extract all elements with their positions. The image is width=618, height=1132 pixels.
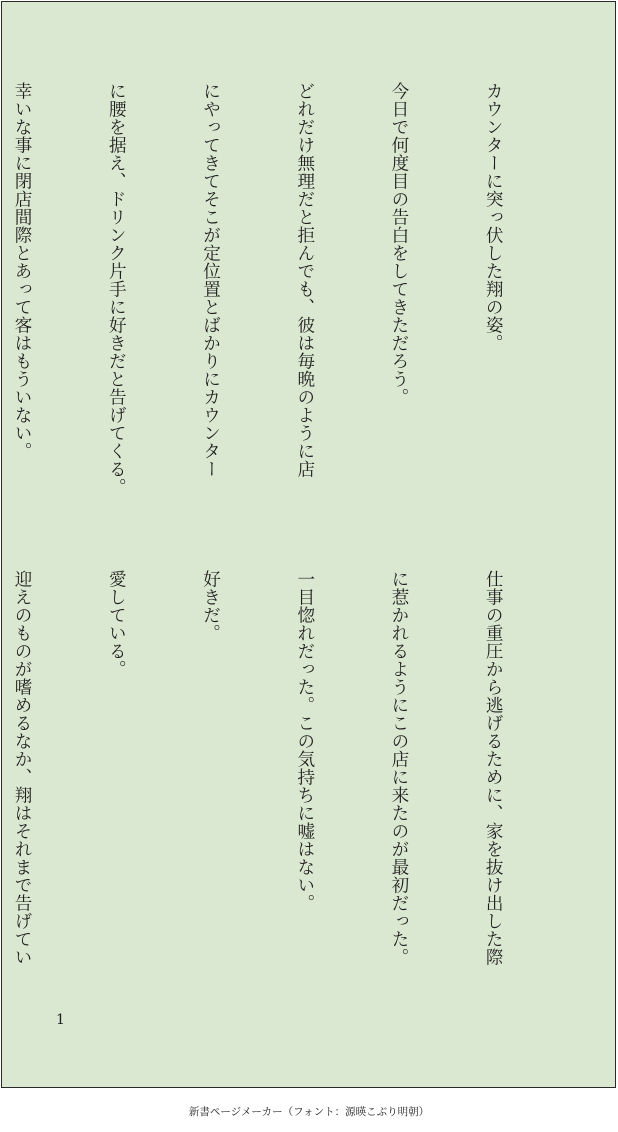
text-line: 幸いな事に閉店間際とあって客はもういない。 [12, 82, 33, 460]
text-line: 好きだ。 [200, 570, 221, 642]
text-line: に腰を据え、ドリンク片手に好きだと告げてくる。 [106, 82, 127, 496]
text-line: 仕事の重圧から逃げるために、家を抜け出した際 [483, 570, 504, 966]
text-block-upper [0, 82, 571, 542]
text-line: 今日で何度目の告白をしてきただろう。 [388, 82, 409, 406]
text-block-lower [0, 570, 571, 1030]
footer-credit: 新書ページメーカー（フォント：源暎こぶり明朝） [188, 1106, 430, 1118]
text-line: 迎えのものが嗜めるなか、翔はそれまで告げてい [12, 570, 33, 966]
text-line: 愛している。 [106, 570, 127, 678]
text-line: に惹かれるようにこの店に来たのが最初だった。 [388, 570, 409, 966]
page-number: 1 [56, 1012, 65, 1028]
text-line: カウンターに突っ伏した翔の姿。 [483, 82, 504, 352]
text-line: どれだけ無理だと拒んでも、彼は毎晩のように店 [294, 82, 315, 478]
text-line: 一目惚れだった。この気持ちに嘘はない。 [294, 570, 315, 912]
text-line: にやってきてそこが定位置とばかりにカウンター [200, 82, 221, 478]
novel-page [1, 1, 616, 1088]
